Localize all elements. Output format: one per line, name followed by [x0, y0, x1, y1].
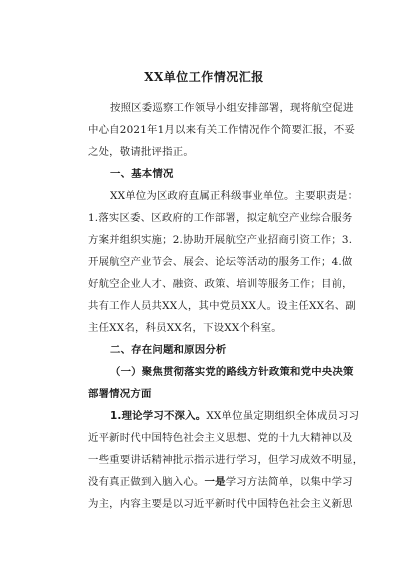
body-text: 学习方法简单，以集中学习: [225, 476, 353, 488]
body-line: 近平新时代中国特色社会主义思想、党的十九大精神以及: [88, 432, 353, 444]
body-text: 没有真正做到入脑入心。: [88, 476, 205, 488]
point-text: XX单位虽定期组织全体成员习习: [206, 410, 360, 422]
body-line: 为主，内容主要是以习近平新时代中国特色社会主义新思: [88, 498, 353, 510]
subsection-heading: 部署情况方面: [88, 388, 152, 400]
body-line: 共有工作人员共XX人，其中党员XX人。设主任XX名、副: [88, 300, 356, 312]
point-lead: 1.理论学习不深入。: [110, 410, 207, 422]
body-line: 1.落实区委、区政府的工作部署，拟定航空产业综合服务: [88, 212, 353, 224]
intro-line: 之处，敬请批评指正。: [88, 146, 194, 158]
body-line: XX单位为区政府直属正科级事业单位。主要职责是：: [110, 190, 359, 202]
body-line: 开展航空产业节会、展会、论坛等活动的服务工作；4.做: [88, 256, 353, 268]
body-line: 好航空企业人才、融资、政策、培训等服务工作；目前，: [88, 278, 353, 290]
body-line: 主任XX名，科员XX名，下设XX个科室。: [88, 322, 282, 334]
point-lead: 一是: [204, 476, 226, 488]
section-heading-basic-info: 一、基本情况: [110, 168, 174, 180]
subsection-heading: （一）聚焦贯彻落实党的路线方针政策和党中央决策: [110, 366, 354, 378]
body-line: [88, 474, 360, 490]
document-title: XX单位工作情况汇报: [144, 70, 264, 84]
section-heading-problems: 二、存在问题和原因分析: [110, 344, 227, 356]
point-line: [110, 408, 360, 424]
intro-line: 按照区委巡察工作领导小组安排部署，现将航空促进: [110, 102, 354, 114]
intro-line: 中心自2021年1月以来有关工作情况作个简要汇报，不妥: [88, 124, 356, 136]
body-line: 一些重要讲话精神批示指示进行学习，但学习成效不明显，: [88, 454, 364, 466]
body-line: 方案并组织实施；2.协助开展航空产业招商引资工作；3.: [88, 234, 353, 246]
